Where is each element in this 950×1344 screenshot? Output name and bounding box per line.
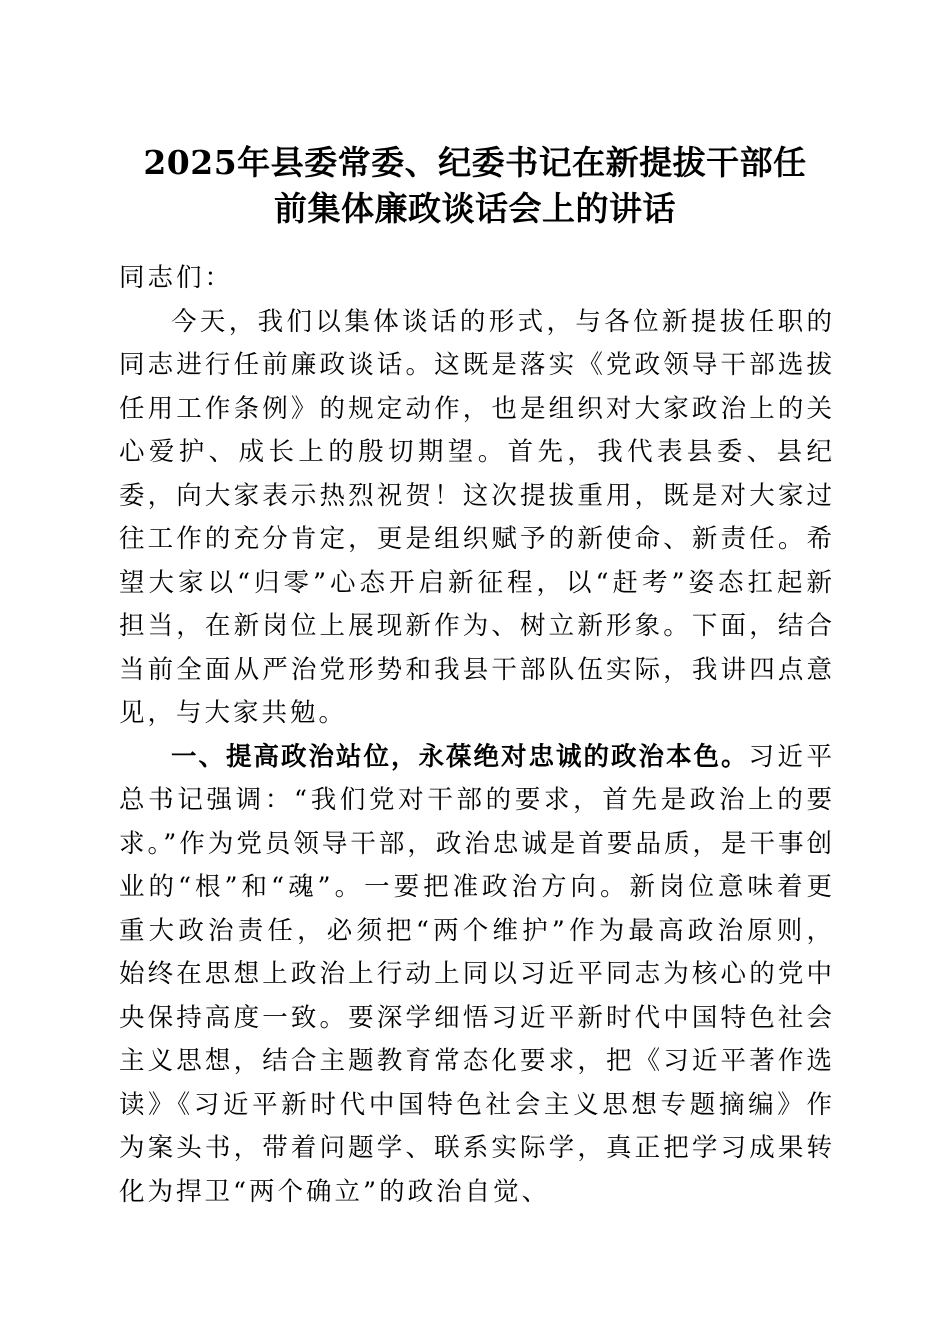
section-1-heading: 一、提高政治站位，永葆绝对忠诚的政治本色。	[171, 741, 749, 772]
title-line-2: 前集体廉政谈话会上的讲话	[274, 189, 676, 228]
title-line-1: 2025年县委常委、纪委书记在新提拔干部任	[143, 143, 807, 182]
section-1-text: 习近平总书记强调：“我们党对干部的要求，首先是政治上的要求。”作为党员领导干部，政治忠诚是首要品质，是干事创业的“根”和“魂”。一要把准政治方向。新岗位意味着更重大政治责任，必须把“两个维护”作为最高政治原则，始终在思想上政治上行动上同以习近平同志为核心的党中央保持高度一致。要深学细悟习近平新时代中国特色社会主义思想，结合主题教育常态化要求，把《习近平著作选读》《习近平新时代中国特色社会主义思想专题摘编》作为案头书，带着问题学、联系实际学，真正把学习成果转化为捍卫“两个确立”的政治自觉、	[119, 741, 835, 1207]
document-title	[100, 140, 850, 232]
document-body	[119, 257, 835, 1214]
salutation: 同志们：	[119, 263, 234, 293]
section-1-paragraph	[119, 736, 835, 1215]
opening-paragraph: 今天，我们以集体谈话的形式，与各位新提拔任职的同志进行任前廉政谈话。这既是落实《党政领导干部选拔任用工作条例》的规定动作，也是组织对大家政治上的关心爱护、成长上的殷切期望。首先，我代表县委、县纪委，向大家表示热烈祝贺！这次提拔重用，既是对大家过往工作的充分肯定，更是组织赋予的新使命、新责任。希望大家以“归零”心态开启新征程，以“赶考”姿态扛起新担当，在新岗位上展现新作为、树立新形象。下面，结合当前全面从严治党形势和我县干部队伍实际，我讲四点意见，与大家共勉。	[119, 306, 835, 728]
